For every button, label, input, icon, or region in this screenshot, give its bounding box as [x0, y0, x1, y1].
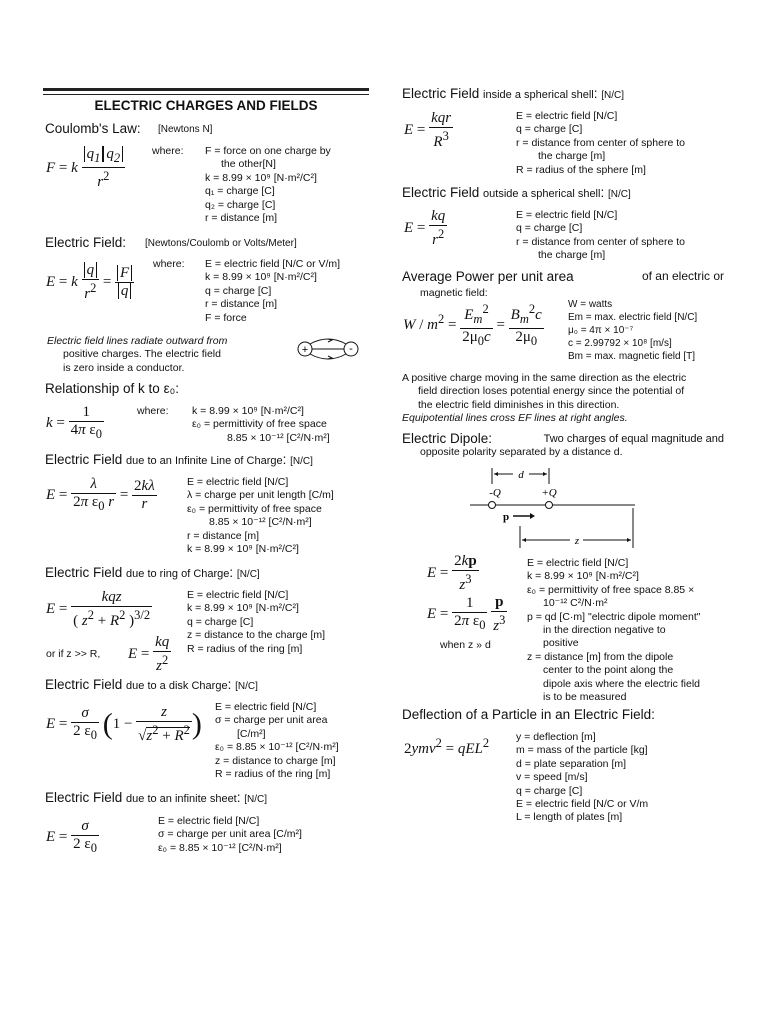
dipole-neg-label: -Q [489, 487, 501, 499]
relationship-defs: k = 8.99 × 10⁹ [N·m²/C²] ε₀ = permittivity of free space 8.85 × 10⁻¹² [C²/N·m²] [192, 405, 330, 444]
ring-equation: E = $\frac{\text{kqz}}{( z^2 + R^2 )^{3/2}}$ [46, 589, 151, 629]
coulomb-where: where: [152, 145, 184, 157]
dipole-desc: opposite polarity separated by a distance d. [420, 446, 623, 458]
shell-out-equation: E = $\frac{kq}{r^2}$ [404, 208, 446, 248]
field-unit: [Newtons/Coulomb or Volts/Meter] [145, 238, 297, 249]
field-where: where: [153, 258, 185, 270]
disk-defs: E = electric field [N/C] σ = charge per unit area [C/m²] ε₀ = 8.85 × 10⁻¹² [C²/N·m²] z = distance to charge [m] R = radius of the ring [m] [215, 701, 339, 781]
ring-approx-equation: E = $\frac{kq}{z^2}$ [128, 634, 170, 674]
line-charge-equation: E = $\frac{\lambda}{2\pi \varepsilon_0 r}$ = $\frac{2k\lambda}{r}$ [46, 476, 155, 513]
dipole-defs: E = electric field [N/C] k = 8.99 × 10⁹ [N·m²/C²] ε₀ = permittivity of free space 8.85 × 10⁻¹² C²/N·m² p = qd [C·m] "electric dipole moment" in the direction negative to positive z = distance [m] from the dipole center to the point along the dipole axis where the electric field is to be measured [527, 557, 701, 704]
field-equation: E = k $\frac{q}{r^2}$ = $\frac{F}{q}$ [46, 262, 134, 303]
dipole-diagram [465, 462, 637, 552]
line-charge-heading: Electric Field due to an Infinite Line of Charge: [N/C] [45, 452, 313, 467]
dipole-equation-1: E = $\frac{2kp}{z^3}$ [427, 553, 477, 593]
coulomb-heading: Coulomb's Law: [45, 121, 141, 136]
dipole-p-label: p [503, 511, 510, 523]
dipole-pos-label: +Q [541, 487, 557, 499]
deflection-heading: Deflection of a Particle in an Electric Field: [402, 707, 655, 722]
dipole-heading: Electric Dipole: Two charges of equal magnitude and [402, 431, 724, 446]
field-defs: E = electric field [N/C or V/m] k = 8.99 × 10⁹ [N·m²/C²] q = charge [C] r = distance [m] F = force [205, 258, 341, 324]
ring-cond: or if z >> R, [46, 648, 101, 660]
coulomb-unit: [Newtons N] [158, 124, 213, 135]
positive-charge-paragraph: A positive charge moving in the same direction as the electric field direction loses potential energy since the potential of the electric field diminishes in this direction. Equipotential lines cross EF lines at right angles. [402, 372, 687, 425]
svg-text:+: + [301, 344, 309, 356]
sheet-defs: E = electric field [N/C] σ = charge per unit area [C/m²] ε₀ = 8.85 × 10⁻¹² [C²/N·m²] [158, 815, 302, 854]
field-lines-text: Electric field lines radiate outward from positive charges. The electric field is zero inside a conductor. [47, 335, 228, 374]
svg-text:-: - [349, 343, 353, 355]
relationship-where: where: [137, 405, 169, 417]
shell-out-heading: Electric Field outside a spherical shell: [N/C] [402, 185, 631, 200]
deflection-equation: 2ymv$^2$ = qEL$^2$ [404, 736, 490, 757]
dipole-z-label: z [574, 535, 580, 547]
field-heading: Electric Field: [45, 235, 127, 250]
shell-in-defs: E = electric field [N/C] q = charge [C] r = distance from center of sphere to the charge [m] R = radius of the sphere [m] [516, 110, 685, 176]
page-title: ELECTRIC CHARGES AND FIELDS [94, 98, 318, 113]
field-lines-diagram [292, 332, 364, 366]
shell-in-equation: E = $\frac{\text{kqr}}{R^3}$ [404, 110, 452, 150]
shell-in-heading: Electric Field inside a spherical shell: [N/C] [402, 86, 625, 101]
coulomb-equation: F = k $\frac{q_1 q_2}{r^2}$ [46, 146, 125, 191]
top-rule [43, 88, 369, 91]
power-heading: Average Power per unit area of an electric or [402, 269, 724, 284]
relationship-heading: Relationship of k to ε₀: [45, 381, 179, 396]
dipole-when: when z » d [440, 639, 491, 651]
ring-defs: E = electric field [N/C] k = 8.99 × 10⁹ [N·m²/C²] q = charge [C] z = distance to the charge [m] R = radius of the ring [m] [187, 589, 326, 655]
shell-out-defs: E = electric field [N/C] q = charge [C] r = distance from center of sphere to the charge [m] [516, 209, 685, 262]
power-equation: W / $m^2$ = $\frac{E_m^2}{2\mu_0c}$ = $\frac{B_m^2c}{2\mu_0}$ [403, 302, 542, 348]
line-charge-defs: E = electric field [N/C] λ = charge per unit length [C/m] ε₀ = permittivity of free space 8.85 × 10⁻¹² [C²/N·m²] r = distance [m] k = 8.99 × 10⁹ [N·m²/C²] [187, 476, 334, 556]
dipole-d-label: d [518, 469, 524, 481]
power-defs: W = watts Em = max. electric field [N/C] μ₀ = 4π × 10⁻⁷ c = 2.99792 × 10⁸ [m/s] Bm = max. magnetic field [T] [568, 299, 698, 362]
dipole-equation-2: E = $\frac{1}{2\pi \varepsilon_0}$ $\frac{p}{z^3}$ [427, 594, 506, 634]
disk-heading: Electric Field due to a disk Charge: [N/C] [45, 677, 258, 692]
sheet-equation: E = $\frac{\sigma}{2 \varepsilon_0}$ [46, 818, 97, 855]
disk-equation: E = $\frac{\sigma}{2 \varepsilon_0}$ (1 − $\frac{z}{√z^2 + R^2}$ ) [46, 704, 202, 744]
coulomb-defs: F = force on one charge by the other[N] k = 8.99 × 10⁹ [N·m²/C²] q₁ = charge [C] q₂ = charge [C] r = distance [m] [205, 145, 331, 225]
power-tail2: magnetic field: [420, 287, 488, 299]
deflection-defs: y = deflection [m] m = mass of the particle [kg] d = plate separation [m] v = speed [m/s] q = charge [C] E = electric field [N/C or V/m L = length of plates [m] [516, 731, 649, 824]
relationship-equation: k = $\frac{1}{4\pi \varepsilon_0}$ [46, 404, 102, 441]
sheet-heading: Electric Field due to an infinite sheet: [N/C] [45, 790, 268, 805]
ring-heading: Electric Field due to ring of Charge: [N/C] [45, 565, 260, 580]
title-rule [43, 94, 369, 95]
